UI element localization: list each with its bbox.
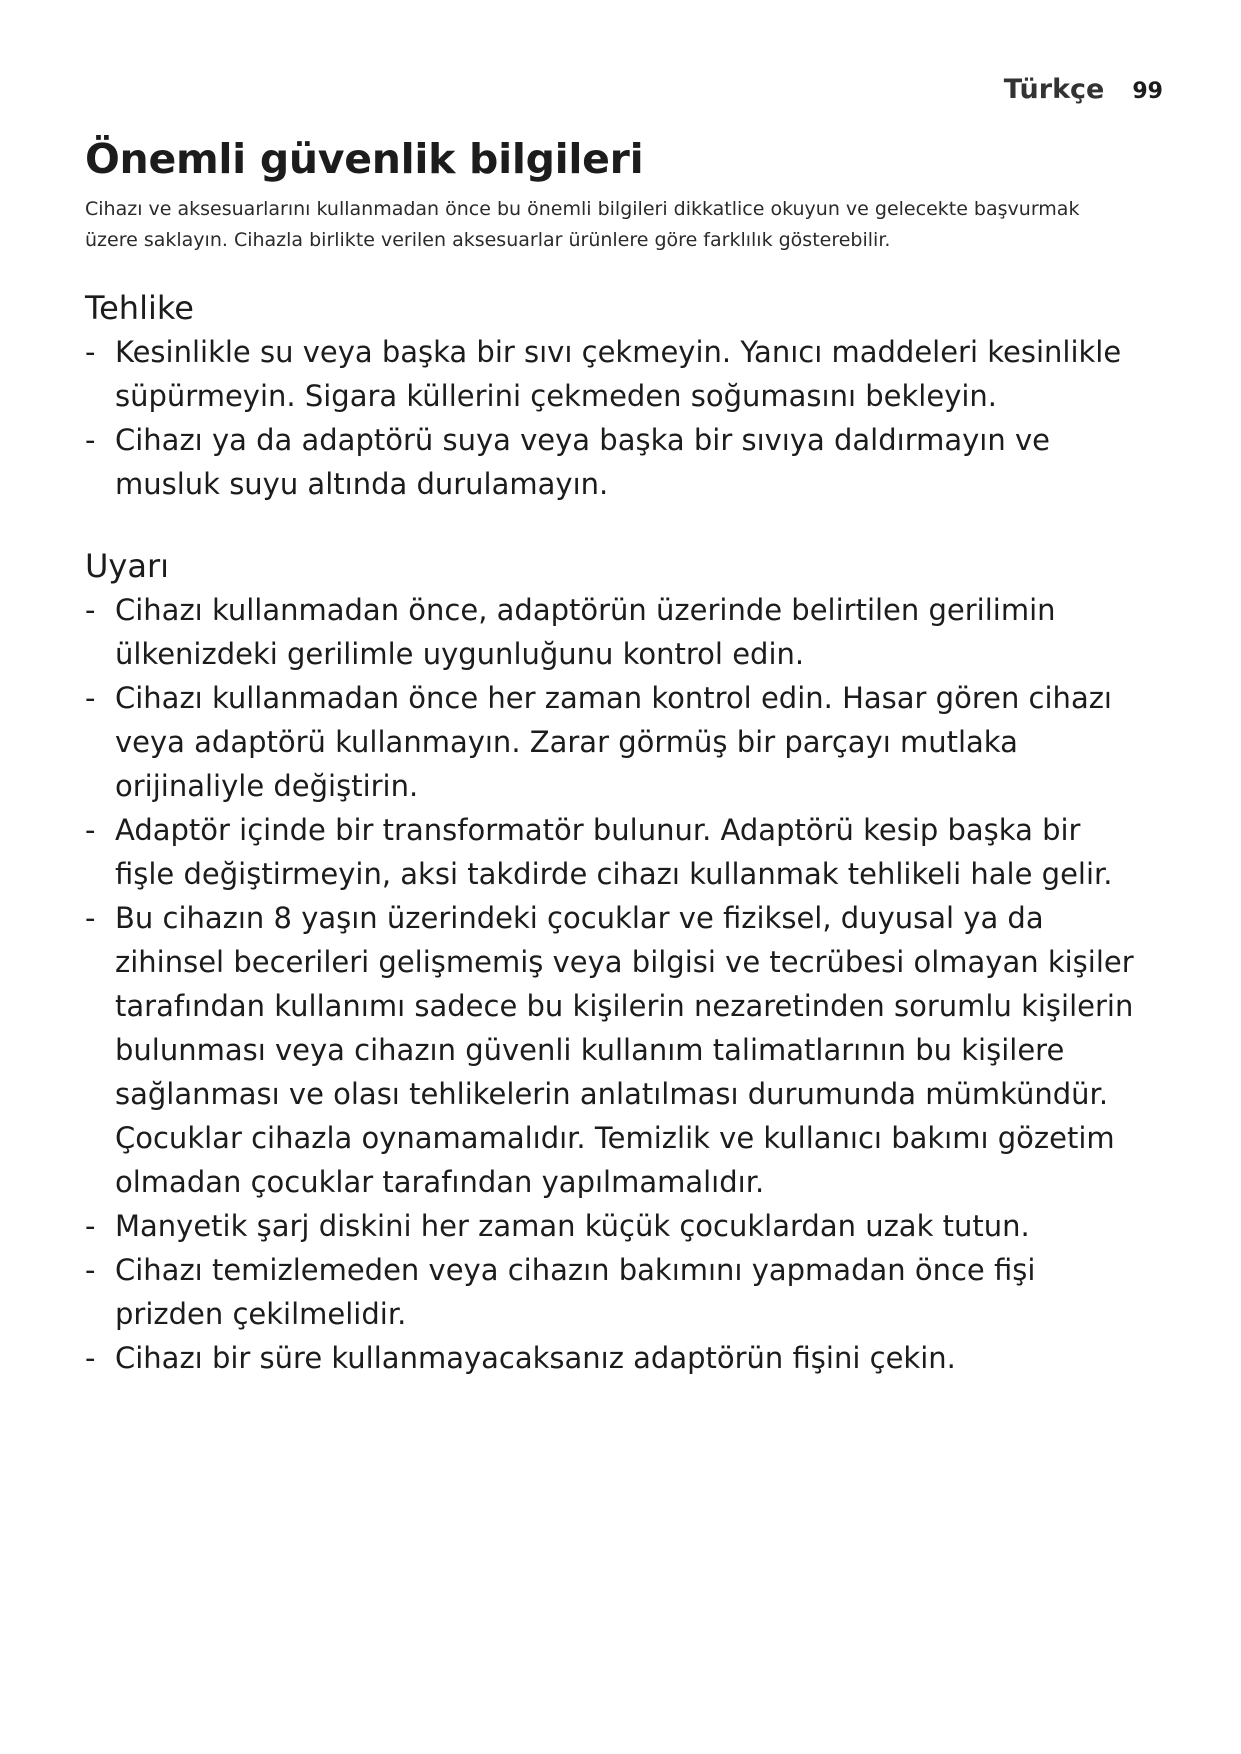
list-dash: -: [85, 423, 96, 457]
language-label: Türkçe: [1003, 74, 1105, 105]
warning-heading: Uyarı: [85, 547, 170, 585]
list-item: [85, 808, 1145, 896]
list-item-text: Kesinlikle su veya başka bir sıvı çekmeyin. Yanıcı maddeleri kesinlikle süpürmeyin. Sigara küllerini çekmeden soğumasını bekleyin.: [115, 335, 1122, 413]
list-item: [85, 676, 1145, 808]
page-content: [85, 132, 1165, 1380]
danger-list: [85, 330, 1165, 506]
list-dash: -: [85, 593, 96, 627]
list-item-text: Manyetik şarj diskini her zaman küçük çocuklardan uzak tutun.: [115, 1209, 1030, 1243]
page-number: 99: [1132, 79, 1163, 104]
list-item: [85, 418, 1145, 506]
intro-paragraph: Cihazı ve aksesuarlarını kullanmadan önce bu önemli bilgileri dikkatlice okuyun ve gelecekte başvurmak üzere saklayın. Cihazla birlikte verilen aksesuarlar ürünlere göre farklılık gösterebilir.: [85, 198, 1080, 251]
list-dash: -: [85, 813, 96, 847]
list-dash: -: [85, 681, 96, 715]
list-item-text: Bu cihazın 8 yaşın üzerindeki çocuklar ve fiziksel, duyusal ya da zihinsel becerileri gelişmemiş veya bilgisi ve tecrübesi olmayan kişiler tarafından kullanımı sadece bu kişilerin nezaretinden sorumlu kişilerin bulunması veya cihazın güvenli kullanım talimatlarının bu kişilere sağlanması ve olası tehlikelerin anlatılması durumunda mümkündür. Çocuklar cihazla oynamamalıdır. Temizlik ve kullanıcı bakımı gözetim olmadan çocuklar tarafından yapılmamalıdır.: [115, 901, 1134, 1199]
page-header: [1004, 74, 1163, 105]
warning-list: [85, 588, 1165, 1380]
page-title: Önemli güvenlik bilgileri: [85, 135, 644, 183]
list-item: [85, 896, 1145, 1204]
list-item: [85, 1336, 1145, 1380]
list-item: [85, 330, 1145, 418]
list-dash: -: [85, 335, 96, 369]
list-item: [85, 588, 1145, 676]
list-item-text: Cihazı temizlemeden veya cihazın bakımını yapmadan önce fişi prizden çekilmelidir.: [115, 1253, 1036, 1331]
list-dash: -: [85, 1253, 96, 1287]
list-item-text: Cihazı kullanmadan önce her zaman kontrol edin. Hasar gören cihazı veya adaptörü kullanmayın. Zarar görmüş bir parçayı mutlaka orijinaliyle değiştirin.: [115, 681, 1112, 803]
list-item: [85, 1204, 1145, 1248]
list-item-text: Cihazı kullanmadan önce, adaptörün üzerinde belirtilen gerilimin ülkenizdeki gerilimle uygunluğunu kontrol edin.: [115, 593, 1056, 671]
list-item-text: Cihazı bir süre kullanmayacaksanız adaptörün fişini çekin.: [115, 1341, 956, 1375]
list-item-text: Adaptör içinde bir transformatör bulunur. Adaptörü kesip başka bir fişle değiştirmeyin, aksi takdirde cihazı kullanmak tehlikeli hale gelir.: [115, 813, 1113, 891]
danger-heading: Tehlike: [85, 289, 194, 327]
list-item-text: Cihazı ya da adaptörü suya veya başka bir sıvıya daldırmayın ve musluk suyu altında durulamayın.: [115, 423, 1050, 501]
list-item: [85, 1248, 1145, 1336]
list-dash: -: [85, 1209, 96, 1243]
list-dash: -: [85, 901, 96, 935]
list-dash: -: [85, 1341, 96, 1375]
